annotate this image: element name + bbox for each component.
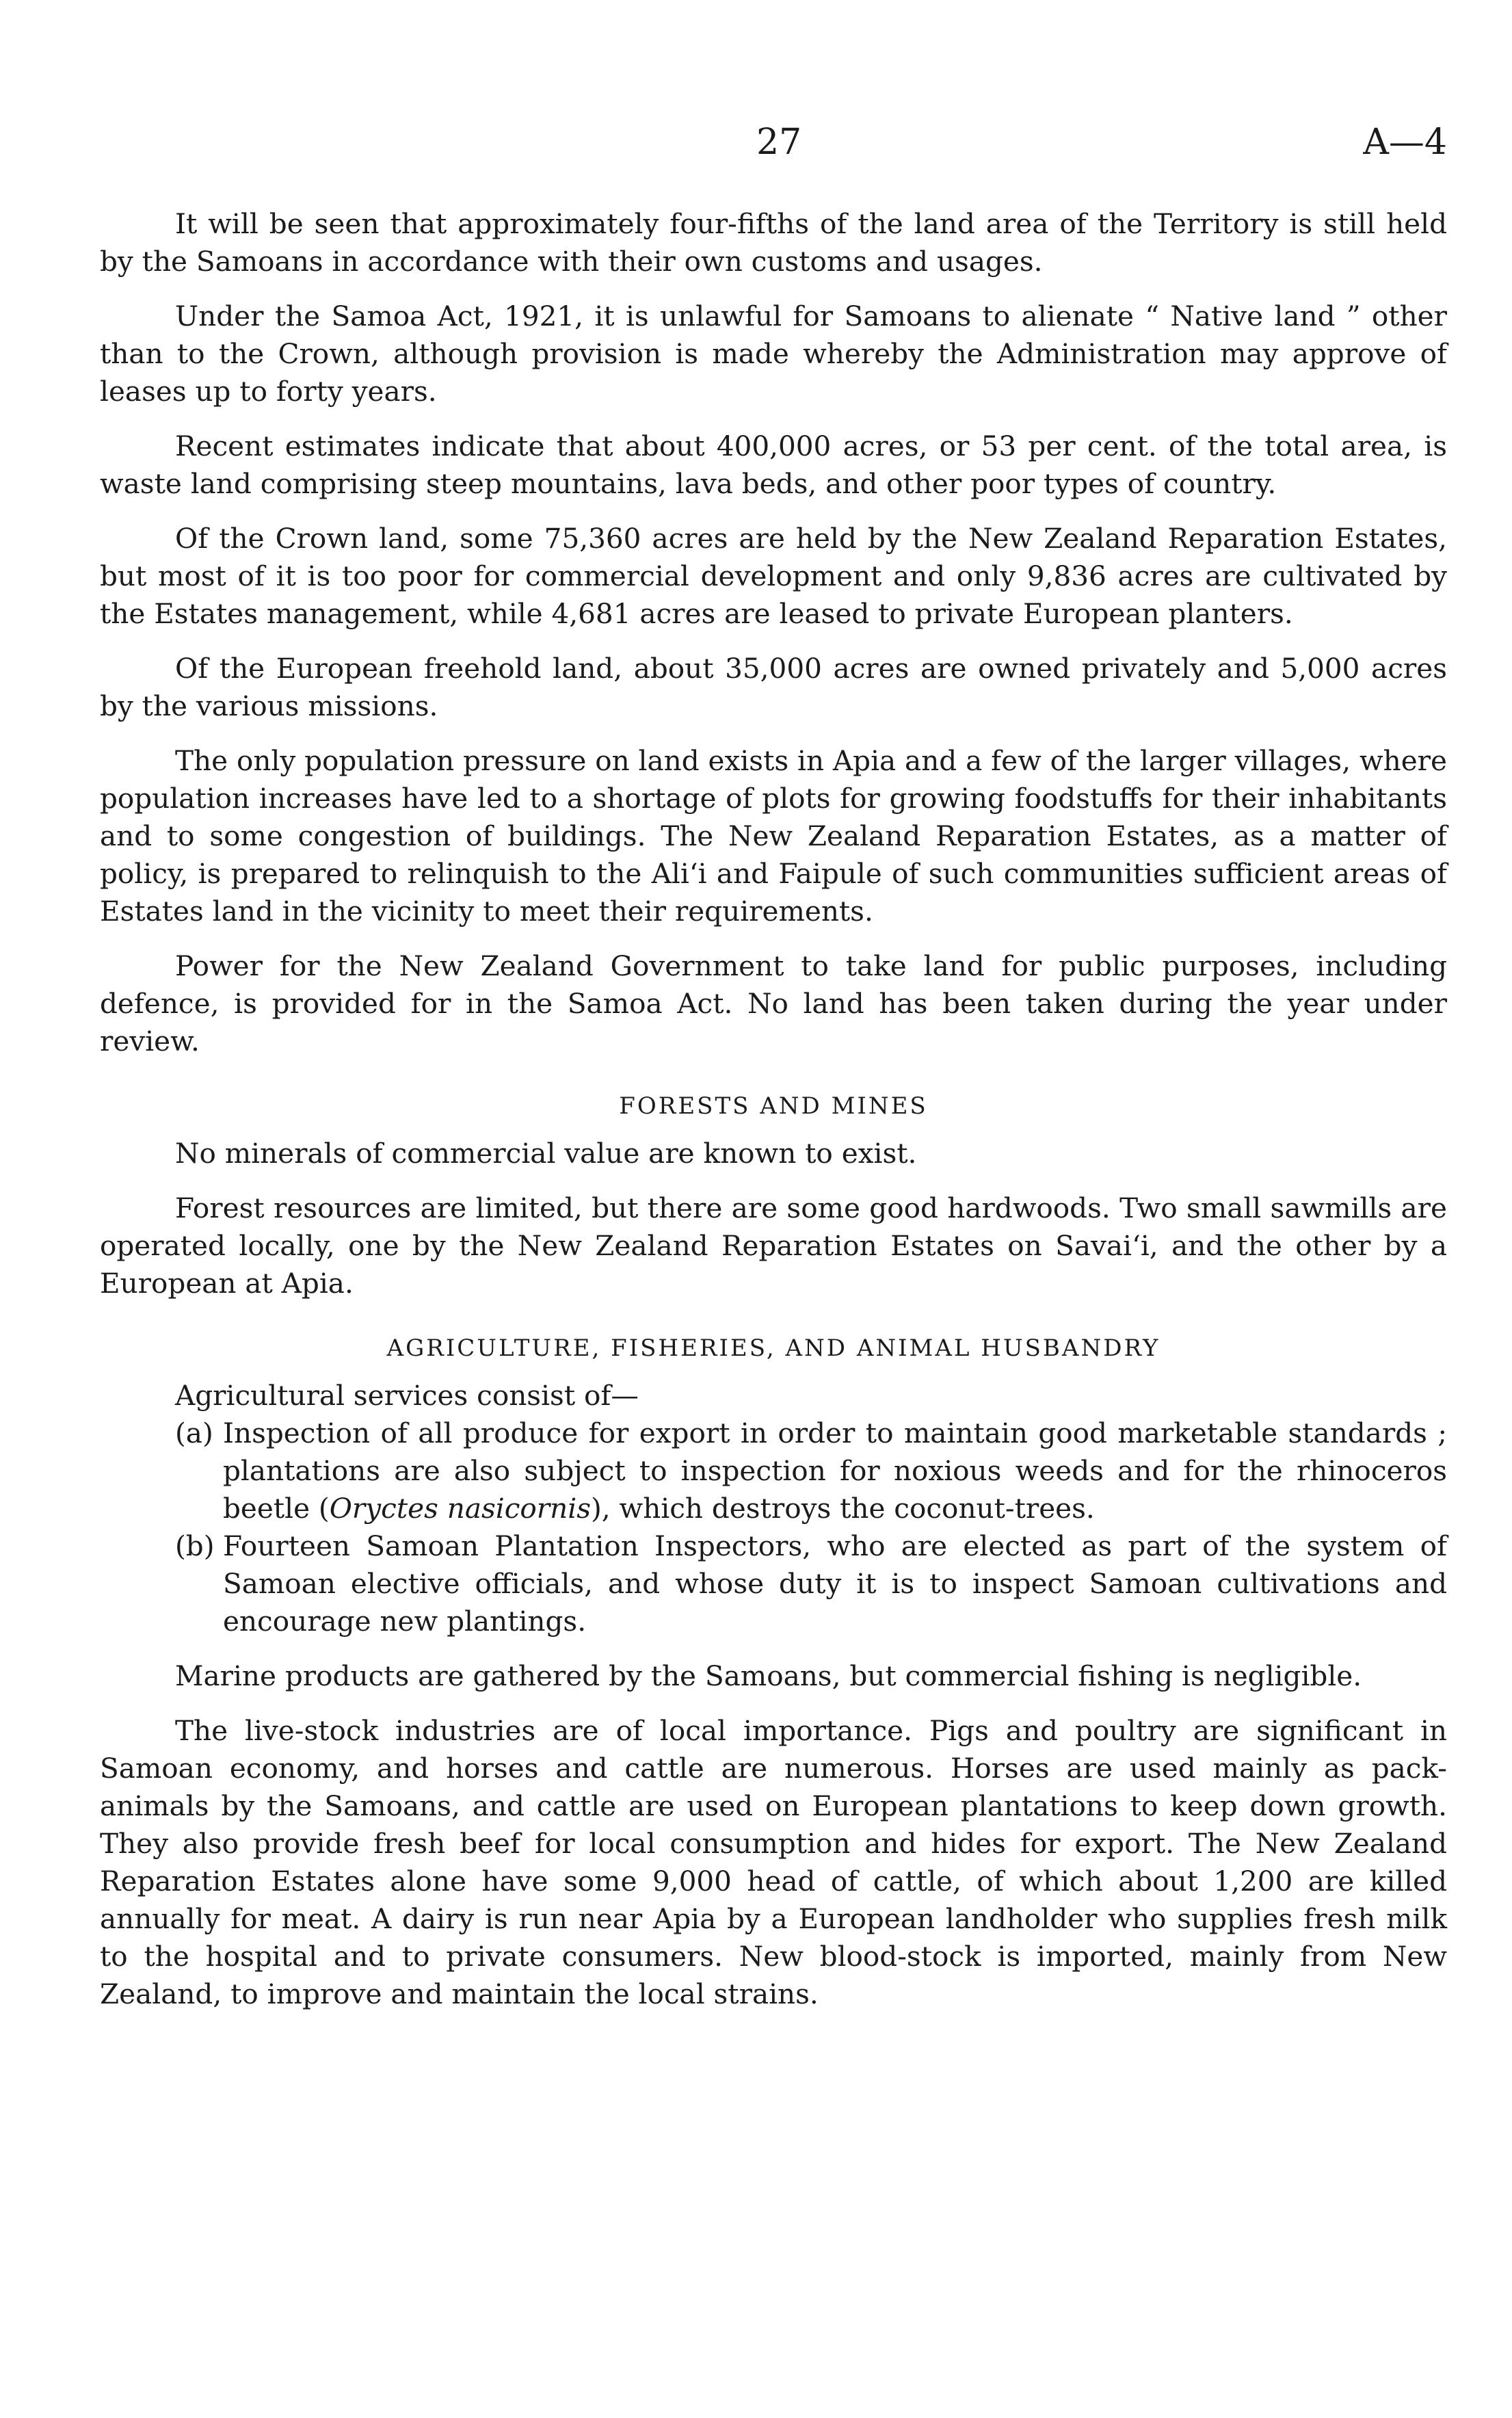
section-heading-agriculture: AGRICULTURE, FISHERIES, AND ANIMAL HUSBANDRY (386, 1335, 1160, 1362)
paragraph: Marine products are gathered by the Samoans, but commercial fishing is negligible. (175, 1659, 1362, 1692)
paragraph: Under the Samoa Act, 1921, it is unlawful for Samoans to alienate “ Native land ” other than to the Crown, although provision is made whereby the Administration may approve of leases up to forty years. (100, 300, 1447, 408)
paragraph: It will be seen that approximately four-fifths of the land area of the Territory is still held by the Samoans in accordance with their own customs and usages. (100, 207, 1447, 278)
paragraph: Forest resources are limited, but there are some good hardwoods. Two small sawmills are operated locally, one by the New Zealand Reparation Estates on Savai‘i, and the other by a European at Apia. (100, 1192, 1447, 1300)
list-item (100, 1527, 1447, 1640)
paragraph: No minerals of commercial value are known to exist. (175, 1137, 917, 1170)
page-header (100, 122, 1447, 170)
species-name: Oryctes nasicornis (329, 1492, 591, 1525)
paragraph: Of the Crown land, some 75,360 acres are held by the New Zealand Reparation Estates, but most of it is too poor for commercial development and only 9,836 acres are cultivated by the Estates management, while 4,681 acres are leased to private European planters. (100, 522, 1447, 630)
list-marker: (b) (175, 1529, 215, 1562)
paragraph: The live-stock industries are of local importance. Pigs and poultry are significant in Samoan economy, and horses and cattle are numerous. Horses are used mainly as pack-animals by the Samoans, and cattle are used on European plantations to keep down growth. They also provide fresh beef for local consumption and hides for export. The New Zealand Reparation Estates alone have some 9,000 head of cattle, of which about 1,200 are killed annually for meat. A dairy is run near Apia by a European landholder who supplies fresh milk to the hospital and to private consumers. New blood-stock is imported, mainly from New Zealand, to improve and maintain the local strains. (100, 1714, 1447, 2010)
list-item (100, 1415, 1447, 1527)
page-number: 27 (756, 122, 802, 163)
document-page (100, 0, 1447, 2418)
list-item-text: ), which destroys the coconut-trees. (590, 1492, 1095, 1525)
services-list (100, 1415, 1447, 1640)
section-heading-forests-mines: FORESTS AND MINES (619, 1092, 928, 1120)
list-marker: (a) (175, 1417, 213, 1449)
paragraph: The only population pressure on land exists in Apia and a few of the larger villages, where population increases have led to a shortage of plots for growing foodstuffs for their inhabitants and to some congestion of buildings. The New Zealand Reparation Estates, as a matter of policy, is prepared to relinquish to the Ali‘i and Faipule of such communities sufficient areas of Estates land in the vicinity to meet their requirements. (100, 744, 1447, 928)
list-intro: Agricultural services consist of— (175, 1379, 639, 1412)
list-item-text: Inspection of all produce for export in order to maintain good marketable standards ; plantations are also subject to inspection for noxious weeds and for the rhinoceros beetle ( (223, 1417, 1447, 1525)
document-reference: A—4 (1363, 122, 1447, 163)
paragraph: Recent estimates indicate that about 400,000 acres, or 53 per cent. of the total area, is waste land comprising steep mountains, lava beds, and other poor types of country. (100, 430, 1447, 500)
document-body (100, 205, 1447, 2030)
paragraph: Of the European freehold land, about 35,000 acres are owned privately and 5,000 acres by the various missions. (100, 652, 1447, 722)
list-item-text: Fourteen Samoan Plantation Inspectors, who are elected as part of the system of Samoan elective officials, and whose duty it is to inspect Samoan cultivations and encourage new plantings. (223, 1529, 1447, 1638)
paragraph: Power for the New Zealand Government to take land for public purposes, including defence, is provided for in the Samoa Act. No land has been taken during the year under review. (100, 949, 1447, 1057)
